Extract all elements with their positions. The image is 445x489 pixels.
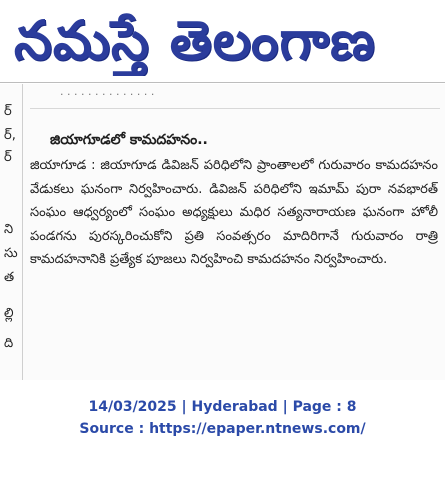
source-url: Source : https://epaper.ntnews.com/	[79, 421, 366, 437]
masthead-divider	[0, 82, 445, 83]
left-fragment: సు	[4, 246, 18, 261]
source-footer	[0, 396, 445, 440]
left-fragment: ర్,	[4, 128, 16, 143]
newspaper-clipping	[0, 84, 445, 380]
left-fragment: త	[4, 270, 15, 285]
cropped-text-strip: · · · · · · · · · · · · · ·	[60, 88, 155, 101]
column-divider	[30, 108, 440, 109]
left-fragment: ర్	[4, 150, 12, 165]
adjacent-column-fragment	[0, 84, 23, 380]
masthead-logo: నమస్తే తెలంగాణ	[14, 9, 376, 72]
date-city-page: 14/03/2025 | Hyderabad | Page : 8	[88, 399, 357, 415]
left-fragment: ర్	[4, 104, 12, 119]
news-article	[30, 130, 438, 272]
left-fragment: ని	[4, 222, 14, 237]
left-fragment: ది	[4, 336, 14, 351]
article-body: జియాగూడ : జియాగూడ డివిజన్ పరిధిలోని ప్రాంతాలలో గురువారం కామదహనం వేడుకలు ఘనంగా నిర్వహించారు. డివిజన్ పరిధిలోని ఇమామ్ పురా నవభారత్ సంఘం ఆధ్వర్యంలో సంఘం అధ్యక్షులు మధిర సత్యనారాయణ ఘనంగా హోలీ పండగను పురస్కరించుకోని ప్రతి సంవత్సరం మాదిరిగానే గురువారం రాత్రి కామదహనానికి ప్రత్యేక పూజలు నిర్వహించి కామదహనం నిర్వహించారు.	[30, 158, 438, 267]
left-fragment: ల్లి	[4, 306, 14, 321]
article-headline: జియాగూడలో కామదహనం..	[50, 132, 208, 148]
